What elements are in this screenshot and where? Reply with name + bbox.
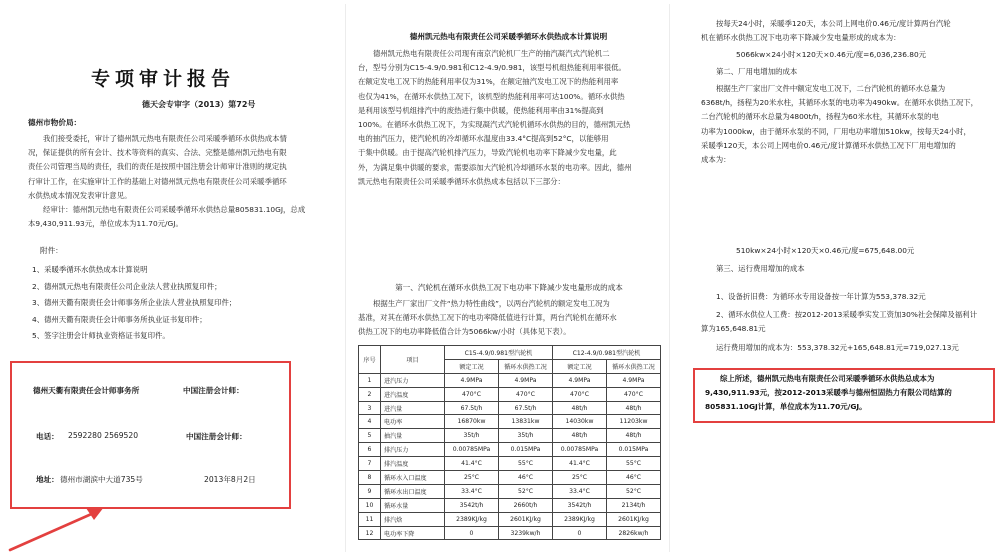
table-row [359,498,661,512]
table-row [359,443,661,457]
table-row [359,401,661,415]
conclusion-highlight-box [693,368,995,423]
row-label-cell: 循环水入口温度 [381,471,445,485]
attachments-list [32,262,312,345]
row-number-cell: 11 [359,512,381,526]
table-cell: 0.015MPa [499,443,553,457]
row-label-cell: 电功率 [381,415,445,429]
text-line: 按每天24小时，采暖季120天，本公司上网电价0.46元/度计算两台汽轮 [716,19,951,28]
section-line: 基准，对其在循环水供热工况下的电功率降低值进行计算，两台汽轮机在循环水 [358,313,617,323]
text-line: 功率为1000kw，由于循环水泵的不同，厂用电功率增加510kw，按每天24小时， [701,126,971,136]
table-header-row [359,346,661,360]
row-number-cell: 2 [359,387,381,401]
table-cell: 35t/h [499,429,553,443]
table-row [359,387,661,401]
table-body [359,373,661,540]
document-number: 德天会专审字（2013）第72号 [142,100,256,109]
report-title: 专项审计报告 [90,68,235,90]
table-cell: 2826kw/h [607,526,661,540]
table-cell: 2660t/h [499,498,553,512]
table-cell: 48t/h [553,401,607,415]
phone-label: 电话： [36,432,59,441]
intro-line: 是利用该型号机组排汽中的废热进行集中供暖，使热能利用率由31%提高到 [358,105,604,115]
calculation-heading: 德州凯元热电有限责任公司采暖季循环水供热成本计算说明 [409,32,608,41]
conclusion-line: 805831.10GJ计算，单位成本为11.70元/GJ。 [705,402,867,412]
intro-line: 在额定发电工况下的热能利用率仅为31%，在额定抽汽发电工况下的热能利用率 [358,77,619,87]
section-1-title: 第一、汽轮机在循环水供热工况下电功率下降减少发电量形成的成本 [395,283,623,292]
conclusion-line: 综上所述，德州凯元热电有限责任公司采暖季循环水供热总成本为 [720,374,935,383]
table-row [359,526,661,540]
table-cell: 41.4°C [553,457,607,471]
intro-line: 外，为满足集中供暖的要求，需要添加大汽轮机冷却循环水泵的电功率。因此，德州 [358,162,632,172]
col-header-rated: 额定工况 [553,359,607,373]
table-cell: 4.9MPa [607,373,661,387]
address-value: 德州市湖滨中大道735号 [60,475,143,484]
table-row [359,512,661,526]
table-cell: 3542t/h [553,498,607,512]
col-header-item: 项目 [381,346,445,374]
intro-line: 德州凯元热电有限责任公司现有南京汽轮机厂生产的抽汽凝汽式汽轮机二 [373,49,610,58]
row-label-cell: 进汽温度 [381,387,445,401]
table-cell: 2601KJ/kg [607,512,661,526]
table-cell: 3239kw/h [499,526,553,540]
section-2-calc [701,244,993,276]
table-cell: 52°C [607,484,661,498]
text-line: 机在循环水供热工况下电功率下降减少发电量形成的成本为： [701,33,901,43]
table-row [359,415,661,429]
table-cell: 46°C [607,471,661,485]
text-line: 根据生产厂家出厂文件中额定发电工况下，二台汽轮机的循环水总量为 [716,84,946,93]
intro-line: 也仅为41%，在循环水供热工况下，该机型的热能利用率可达100%。循环水供热 [358,91,625,101]
table-row [359,484,661,498]
col-header-circ: 循环水供热工况 [499,359,553,373]
text-line: 2、循环水供位人工费：按2012-2013采暖季实发工资加30%社会保障及福利计 [716,310,977,320]
table-cell: 4.9MPa [553,373,607,387]
table-row [359,373,661,387]
section-3-title: 第三、运行费用增加的成本 [716,264,805,274]
body-line: 责任公司管理当局的责任，我们的责任是按照中国注册会计师审计准则的规定执 [28,162,287,172]
text-line: 采暖季120天，本公司上网电价0.46元/度计算循环水供热工况下厂用电增加的 [701,140,956,150]
intro-line: 于集中供暖。由于提高汽轮机排汽压力，导致汽轮机电功率下降减少发电量，此 [358,148,617,158]
row-label-cell: 进汽压力 [381,373,445,387]
table-cell: 0 [445,526,499,540]
text-line: 成本为： [701,155,731,165]
table-cell: 470°C [553,387,607,401]
row-number-cell: 6 [359,443,381,457]
cpa-label: 中国注册会计师： [183,386,244,395]
calc-line: 510kw×24小时×120天×0.46元/度=675,648.00元 [736,246,915,255]
table-cell: 470°C [445,387,499,401]
col-header-circ: 循环水供热工况 [607,359,661,373]
body-line: 水供热成本情况发表审计意见。 [28,190,132,200]
row-label-cell: 排汽压力 [381,443,445,457]
col-header-c15: C15-4.9/0.981型汽轮机 [445,346,553,360]
row-number-cell: 7 [359,457,381,471]
table-cell: 11203kw [607,415,661,429]
text-line: 1、设备折旧费：为循环水专用设备按一年计算为553,378.32元 [716,292,926,301]
row-number-cell: 12 [359,526,381,540]
table-cell: 2389KJ/kg [553,512,607,526]
body-line: 我们接受委托，审计了德州凯元热电有限责任公司采暖季循环水供热成本情 [43,134,287,143]
body-line: 况，保证提供的所有会计、技术等资料的真实、合法、完整是德州凯元热电有限 [28,148,287,158]
table-cell: 4.9MPa [499,373,553,387]
body-line: 本9,430,911.93元，单位成本为11.70元/GJ。 [28,219,183,229]
text-line: 二台汽轮机的循环水总量为4800t/h，扬程为60米水柱，其循环水泵的电 [701,112,939,122]
table-cell: 16870kw [445,415,499,429]
row-label-cell: 循环水出口温度 [381,484,445,498]
addressee: 德州市物价局： [28,118,82,127]
calc-line: 5066kw×24小时×120天×0.46元/度=6,036,236.80元 [736,50,927,60]
section-line: 供热工况下的电功率降低值合计为5066kw/小时（具体见下表）。 [358,327,571,337]
section-1-conclusion [701,17,993,79]
report-body [28,132,312,231]
table-cell: 48t/h [607,401,661,415]
table-cell: 41.4°C [445,457,499,471]
intro-line: 凯元热电有限责任公司采暖季循环水供热成本包括以下三部分： [358,176,565,186]
attachment-item: 3、德州天衢有限责任会计师事务所企业法人营业执照复印件； [32,298,237,307]
intro-line: 台，型号分别为C15-4.9/0.981和C12-4.9/0.981，该型号机组热能利用率很低。 [358,63,626,73]
row-number-cell: 10 [359,498,381,512]
intro-line: 电的抽汽压力，使汽轮机的冷却循环水温度由33.4°C提高到52°C，以能够用 [358,134,609,144]
table-cell: 2601KJ/kg [499,512,553,526]
table-cell: 55°C [499,457,553,471]
table-cell: 0 [553,526,607,540]
address-label: 地址： [36,475,59,484]
table-cell: 55°C [607,457,661,471]
text-line: 6368t/h，扬程为20米水柱，其循环水泵的电功率为490kw。在循环水供热工况下， [701,98,979,108]
table-cell: 67.5t/h [445,401,499,415]
turbine-parameters-table [358,345,661,540]
table-cell: 33.4°C [445,484,499,498]
table-cell: 25°C [445,471,499,485]
table-cell: 0.00785MPa [445,443,499,457]
attachment-item: 5、签字注册会计师执业资格证书复印件。 [32,331,170,340]
attachment-item: 2、德州凯元热电有限责任公司企业法人营业执照复印件； [32,281,222,291]
section-2-title: 第二、厂用电增加的成本 [716,66,798,76]
table-cell: 48t/h [553,429,607,443]
table-cell: 67.5t/h [499,401,553,415]
conclusion-line: 9,430,911.93元，按2012-2013采暖季与德州恒固热力有限公司结算的 [705,388,952,398]
row-label-cell: 排汽温度 [381,457,445,471]
row-number-cell: 1 [359,373,381,387]
table-cell: 470°C [499,387,553,401]
table-cell: 46°C [499,471,553,485]
table-row [359,429,661,443]
table-cell: 52°C [499,484,553,498]
table-cell: 2134t/h [607,498,661,512]
table-cell: 2389KJ/kg [445,512,499,526]
table-cell: 35t/h [445,429,499,443]
section-2-body [701,82,993,167]
cost-calculation-page-2 [683,4,1001,552]
table-cell: 48t/h [607,429,661,443]
body-line: 经审计：德州凯元热电有限责任公司采暖季循环水供热总量805831.10GJ，总成 [43,205,306,215]
col-header-c12: C12-4.9/0.981型汽轮机 [553,346,661,360]
row-label-cell: 进汽量 [381,401,445,415]
row-number-cell: 8 [359,471,381,485]
row-label-cell: 电功率下降 [381,526,445,540]
table-row [359,457,661,471]
row-label-cell: 抽汽量 [381,429,445,443]
table-cell: 0.015MPa [607,443,661,457]
table-row [359,471,661,485]
phone-number: 2592280 2569520 [68,431,139,440]
table-cell: 4.9MPa [445,373,499,387]
table-cell: 14030kw [553,415,607,429]
cost-calculation-page [345,4,670,552]
firm-name: 德州天衢有限责任会计师事务所 [33,386,140,395]
attachment-item: 1、采暖季循环水供热成本计算说明 [32,265,148,274]
section-1-body [358,297,660,340]
table-cell: 33.4°C [553,484,607,498]
col-header-no: 序号 [359,346,381,374]
table-cell: 13831kw [499,415,553,429]
report-date: 2013年8月2日 [204,475,256,484]
row-number-cell: 9 [359,484,381,498]
table-cell: 0.00785MPa [553,443,607,457]
row-number-cell: 3 [359,401,381,415]
section-line: 根据生产厂家出厂文件“热力特性曲线”，以两台汽轮机的额定发电工况为 [373,299,610,308]
section-3-body [701,290,993,355]
table-cell: 25°C [553,471,607,485]
table-cell: 3542t/h [445,498,499,512]
attachments-title: 附件： [40,246,63,255]
attachment-item: 4、德州天衢有限责任会计师事务所执业证书复印件； [32,314,207,324]
row-number-cell: 4 [359,415,381,429]
table-cell: 470°C [607,387,661,401]
body-line: 行审计工作，在实施审计工作的基础上对德州凯元热电有限责任公司采暖季循环 [28,176,287,186]
calc-line: 运行费用增加的成本为：553,378.32元+165,648.81元=719,027.13元 [716,342,959,352]
text-line: 算为165,648.81元 [701,324,766,334]
row-number-cell: 5 [359,429,381,443]
row-label-cell: 排汽焓 [381,512,445,526]
row-label-cell: 循环水量 [381,498,445,512]
cpa-label: 中国注册会计师： [186,432,247,441]
intro-line: 100%。在循环水供热工况下，为实现凝汽式汽轮机循环水供热的目的，德州凯元热 [358,120,631,130]
intro-paragraph [358,47,660,189]
col-header-rated: 额定工况 [445,359,499,373]
